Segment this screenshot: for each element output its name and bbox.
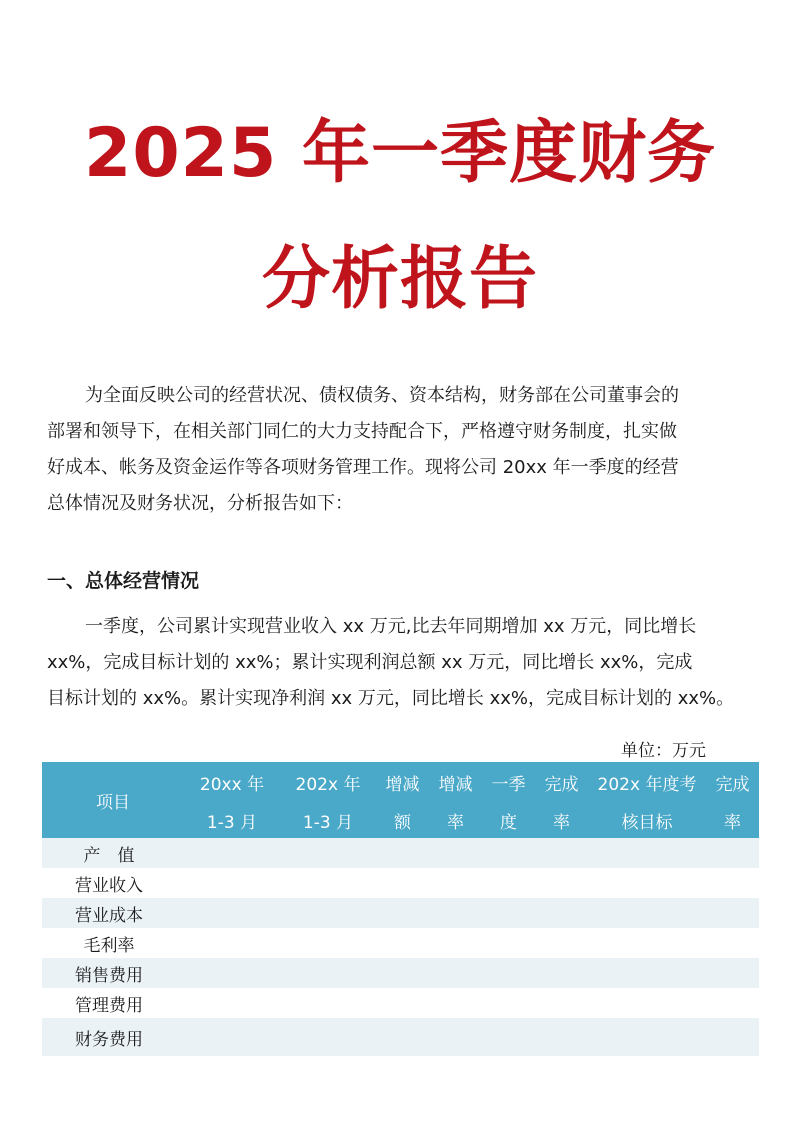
table-row <box>42 988 759 1018</box>
header-cell: 核目标 <box>621 812 673 833</box>
intro-line: 好成本、帐务及资金运作等各项财务管理工作。现将公司 20xx 年一季度的经营 <box>47 457 679 478</box>
header-cell-item: 项目 <box>96 792 130 813</box>
header-cell: 完成 <box>544 774 579 795</box>
report-title-line2: 分析报告 <box>261 240 538 319</box>
section1-line: xx%，完成目标计划的 xx%；累计实现利润总额 xx 万元，同比增长 xx%，完成 <box>47 652 693 673</box>
unit-label: 单位：万元 <box>621 741 706 761</box>
header-cell: 率 <box>553 812 570 833</box>
table-row <box>42 868 759 898</box>
section-heading: 一、总体经营情况 <box>47 570 200 592</box>
header-cell: 202x 年度考 <box>597 774 697 795</box>
table-row <box>42 958 759 988</box>
header-cell: 1-3 月 <box>206 812 258 833</box>
header-cell: 202x 年 <box>295 774 361 795</box>
header-cell: 一季 <box>491 774 526 795</box>
table-row <box>42 838 759 868</box>
header-cell: 20xx 年 <box>199 774 265 795</box>
row-label: 产 值 <box>83 845 135 866</box>
row-label: 管理费用 <box>75 995 143 1016</box>
table-row <box>42 1018 759 1056</box>
section1-line: 一季度，公司累计实现营业收入 xx 万元,比去年同期增加 xx 万元，同比增长 <box>85 616 697 637</box>
header-cell: 度 <box>500 812 517 833</box>
intro-line: 为全面反映公司的经营状况、债权债务、资本结构，财务部在公司董事会的 <box>85 385 679 406</box>
section1-line: 目标计划的 xx%。累计实现净利润 xx 万元，同比增长 xx%，完成目标计划的 xx%。 <box>47 688 735 709</box>
header-cell: 率 <box>724 812 741 833</box>
table-header-row <box>42 762 759 802</box>
header-cell: 增减 <box>385 774 420 795</box>
report-title-line1: 2025 年一季度财务 <box>84 114 716 193</box>
row-label: 毛利率 <box>83 935 135 956</box>
intro-line: 部署和领导下，在相关部门同仁的大力支持配合下，严格遵守财务制度，扎实做 <box>47 421 677 442</box>
header-cell: 率 <box>447 812 464 833</box>
section1-paragraph <box>47 609 755 717</box>
header-cell: 增减 <box>438 774 473 795</box>
row-label: 营业成本 <box>75 905 143 926</box>
header-cell: 完成 <box>715 774 750 795</box>
header-cell: 1-3 月 <box>302 812 354 833</box>
financial-table <box>42 762 759 1056</box>
table-row <box>42 928 759 958</box>
row-label: 销售费用 <box>75 965 143 986</box>
intro-paragraph <box>47 378 755 522</box>
table-row <box>42 898 759 928</box>
header-cell: 额 <box>394 812 411 833</box>
row-label: 营业收入 <box>75 875 143 896</box>
intro-line: 总体情况及财务状况，分析报告如下： <box>47 493 353 514</box>
row-label: 财务费用 <box>75 1029 143 1050</box>
